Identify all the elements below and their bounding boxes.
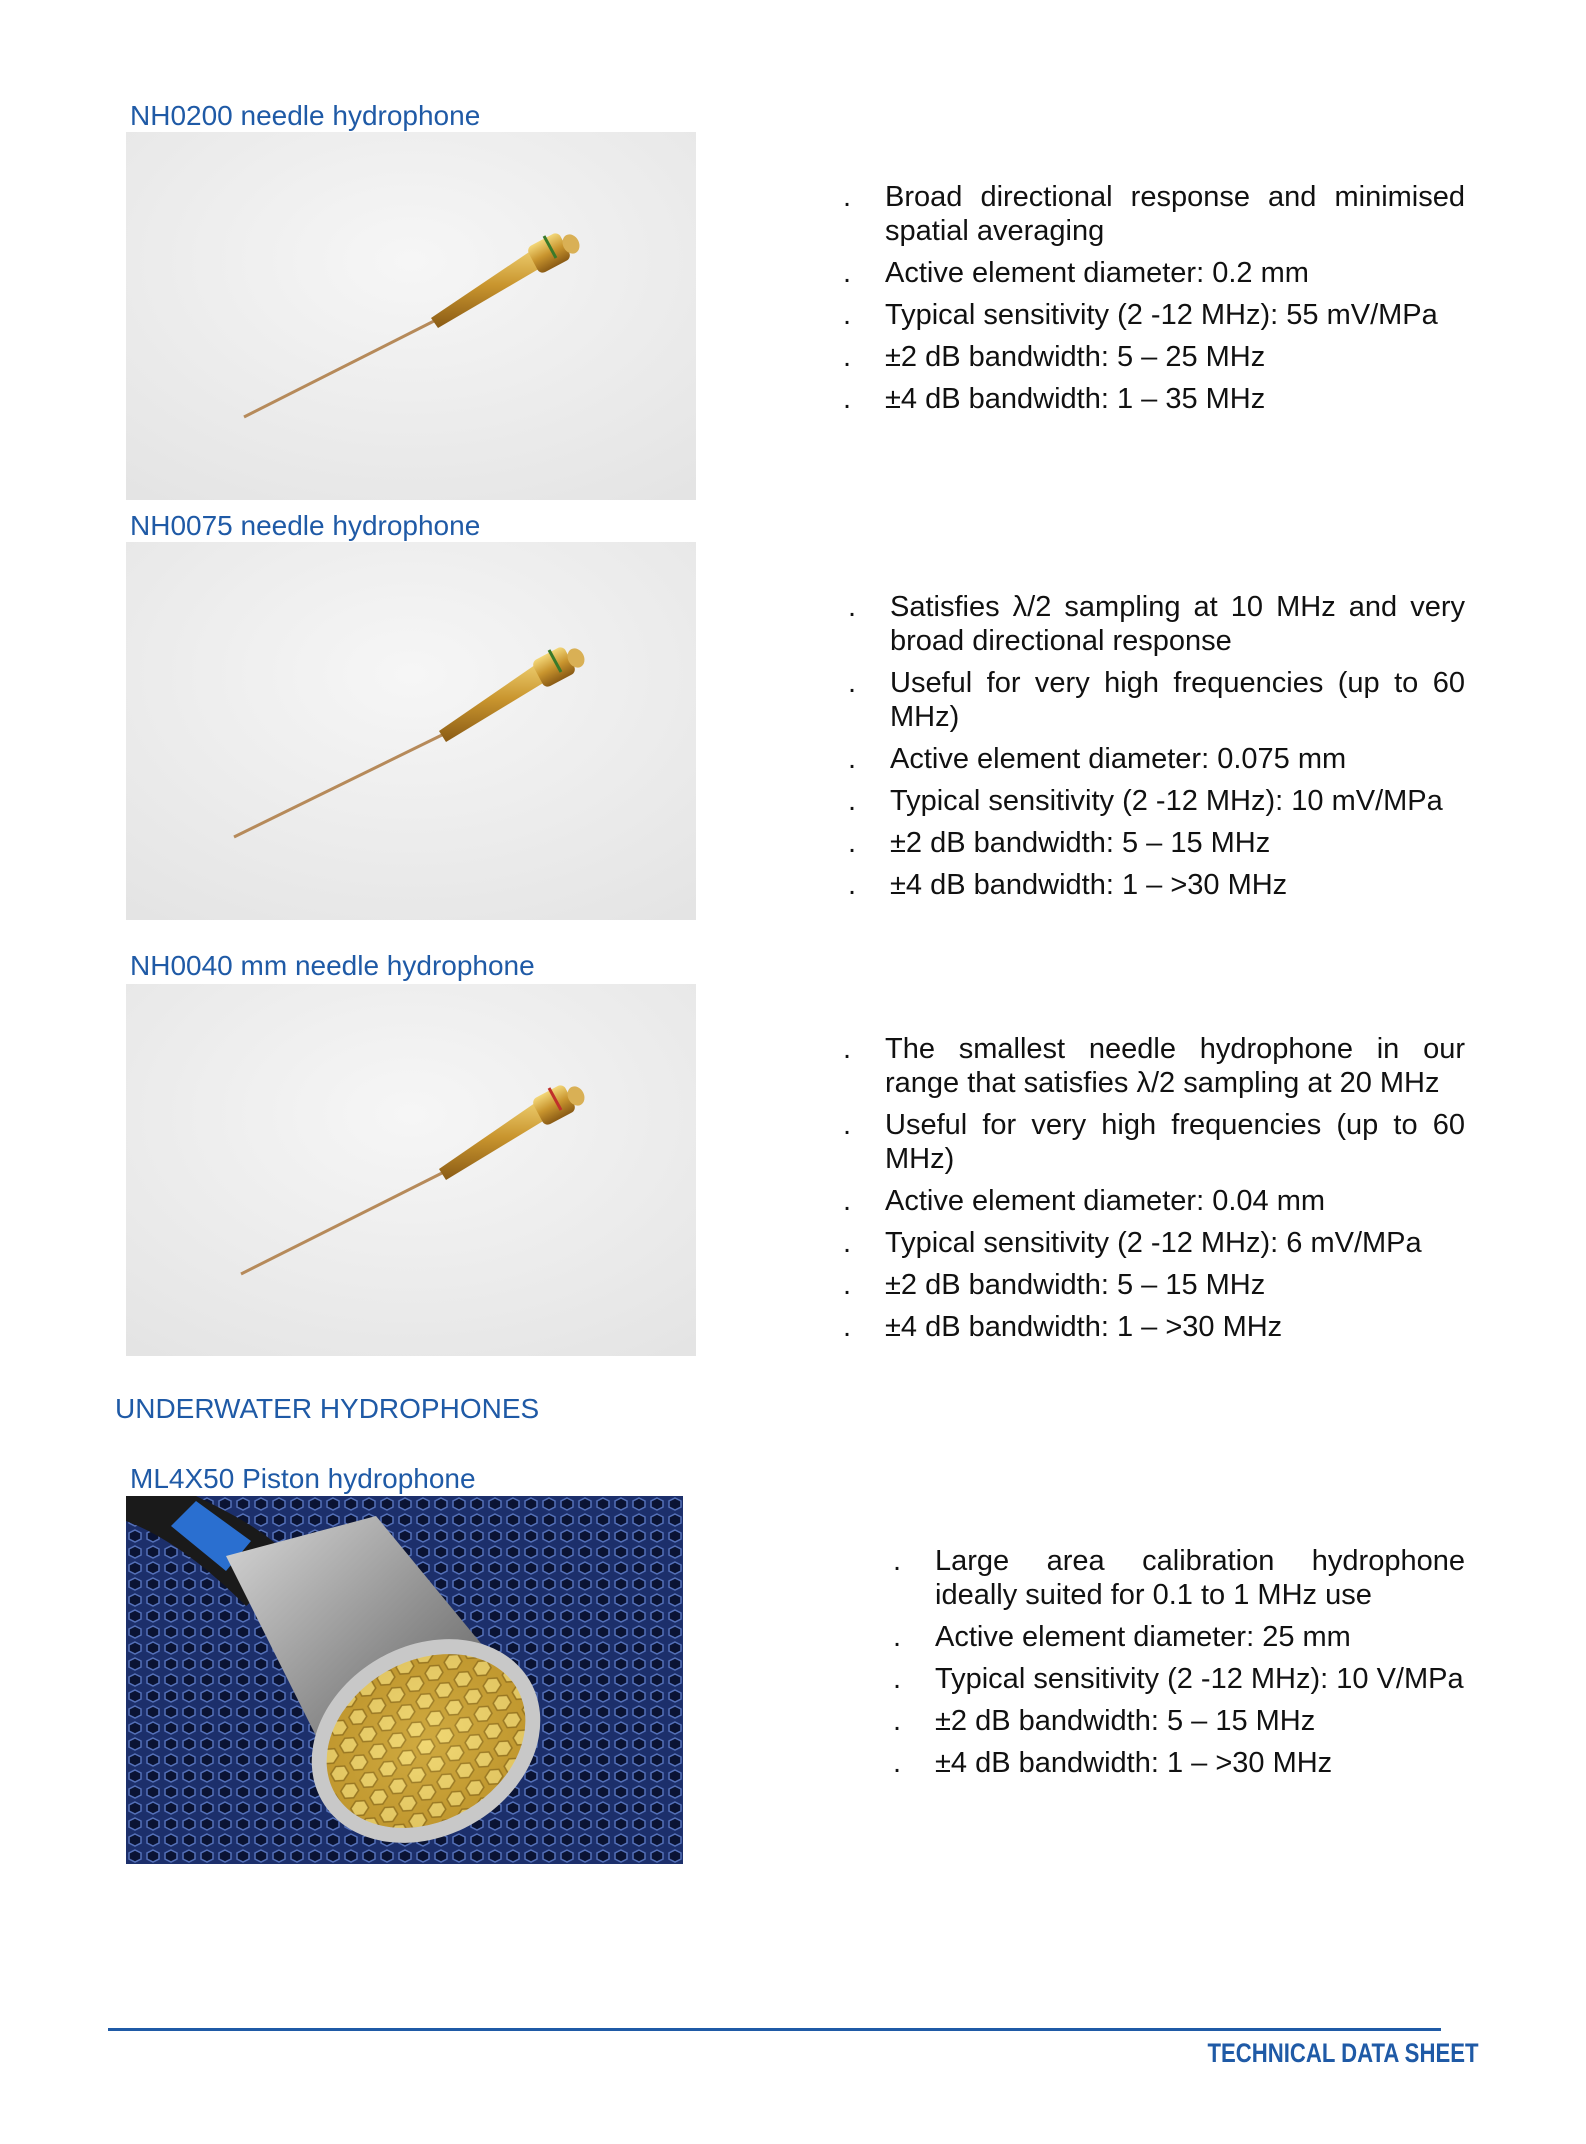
bullet-marker: . <box>843 257 852 289</box>
list-item <box>893 1704 1465 1738</box>
bullet-marker: . <box>843 383 852 415</box>
list-item <box>843 1268 1465 1302</box>
bullet-marker: . <box>848 869 857 901</box>
list-item <box>848 826 1465 860</box>
bullet-marker: . <box>843 1311 852 1343</box>
bullet-marker: . <box>893 1545 902 1577</box>
footer-rule <box>108 2028 1441 2031</box>
list-item <box>843 340 1465 374</box>
spec-text: Broad directional response and minimised spatial averaging <box>885 181 1465 247</box>
spec-text: ±2 dB bandwidth: 5 – 15 MHz <box>935 1705 1316 1737</box>
bullet-marker: . <box>843 1227 852 1259</box>
bullet-marker: . <box>848 827 857 859</box>
bullet-marker: . <box>893 1663 902 1695</box>
spec-text: The smallest needle hydrophone in our range that satisfies λ/2 sampling at 20 MHz <box>885 1033 1465 1099</box>
nh0040-title: NH0040 mm needle hydrophone <box>130 950 535 981</box>
list-item <box>848 742 1465 776</box>
spec-text: Useful for very high frequencies (up to 60 MHz) <box>890 667 1465 733</box>
spec-text: Active element diameter: 25 mm <box>935 1621 1351 1653</box>
spec-text: ±2 dB bandwidth: 5 – 25 MHz <box>885 341 1266 373</box>
list-item <box>848 784 1465 818</box>
bullet-marker: . <box>843 1269 852 1301</box>
nh0040-photo <box>126 984 696 1356</box>
bullet-marker: . <box>843 181 852 213</box>
bullet-marker: . <box>843 1185 852 1217</box>
bullet-marker: . <box>843 1109 852 1141</box>
bullet-marker: . <box>848 785 857 817</box>
list-item <box>848 868 1465 902</box>
nh0075-photo <box>126 542 696 920</box>
list-item <box>893 1662 1465 1696</box>
list-item <box>893 1620 1465 1654</box>
spec-text: ±4 dB bandwidth: 1 – >30 MHz <box>935 1747 1333 1779</box>
spec-text: Active element diameter: 0.04 mm <box>885 1185 1326 1217</box>
list-item <box>893 1746 1465 1780</box>
bullet-marker: . <box>848 743 857 775</box>
spec-text: Typical sensitivity (2 -12 MHz): 6 mV/MPa <box>885 1227 1422 1259</box>
list-item <box>843 256 1465 290</box>
bullet-marker: . <box>843 1033 852 1065</box>
bullet-marker: . <box>848 591 857 623</box>
nh0075-specs <box>848 590 1465 910</box>
spec-text: Active element diameter: 0.075 mm <box>890 743 1347 775</box>
list-item <box>848 666 1465 734</box>
list-item <box>843 1226 1465 1260</box>
spec-text: Satisfies λ/2 sampling at 10 MHz and very broad directional response <box>890 591 1465 657</box>
list-item <box>843 1310 1465 1344</box>
bullet-marker: . <box>893 1705 902 1737</box>
spec-text: Useful for very high frequencies (up to 60 MHz) <box>885 1109 1465 1175</box>
spec-text: Typical sensitivity (2 -12 MHz): 10 mV/MPa <box>890 785 1443 817</box>
list-item <box>843 180 1465 248</box>
spec-text: ±4 dB bandwidth: 1 – >30 MHz <box>890 869 1288 901</box>
bullet-marker: . <box>843 341 852 373</box>
spec-text: ±4 dB bandwidth: 1 – 35 MHz <box>885 383 1266 415</box>
nh0200-title: NH0200 needle hydrophone <box>130 100 481 131</box>
spec-text: Typical sensitivity (2 -12 MHz): 55 mV/MPa <box>885 299 1438 331</box>
bullet-marker: . <box>893 1621 902 1653</box>
bullet-marker: . <box>848 667 857 699</box>
list-item <box>843 298 1465 332</box>
nh0200-specs <box>843 180 1465 424</box>
spec-text: Large area calibration hydrophone ideally suited for 0.1 to 1 MHz use <box>935 1545 1465 1611</box>
ml4x50-specs <box>893 1544 1465 1788</box>
spec-text: Typical sensitivity (2 -12 MHz): 10 V/MPa <box>935 1663 1464 1695</box>
list-item <box>843 1108 1465 1176</box>
bullet-marker: . <box>843 299 852 331</box>
nh0200-photo <box>126 132 696 500</box>
category-heading: UNDERWATER HYDROPHONES <box>115 1393 540 1424</box>
list-item <box>848 590 1465 658</box>
ml4x50-title: ML4X50 Piston hydrophone <box>130 1463 476 1494</box>
ml4x50-photo <box>126 1496 683 1864</box>
nh0040-specs <box>843 1032 1465 1352</box>
spec-text: Active element diameter: 0.2 mm <box>885 257 1309 289</box>
spec-text: ±2 dB bandwidth: 5 – 15 MHz <box>890 827 1271 859</box>
list-item <box>893 1544 1465 1612</box>
spec-text: ±2 dB bandwidth: 5 – 15 MHz <box>885 1269 1266 1301</box>
bullet-marker: . <box>893 1747 902 1779</box>
footer-label: TECHNICAL DATA SHEET <box>1206 2038 1478 2068</box>
list-item <box>843 382 1465 416</box>
spec-text: ±4 dB bandwidth: 1 – >30 MHz <box>885 1311 1283 1343</box>
nh0075-title: NH0075 needle hydrophone <box>130 510 481 541</box>
list-item <box>843 1184 1465 1218</box>
list-item <box>843 1032 1465 1100</box>
